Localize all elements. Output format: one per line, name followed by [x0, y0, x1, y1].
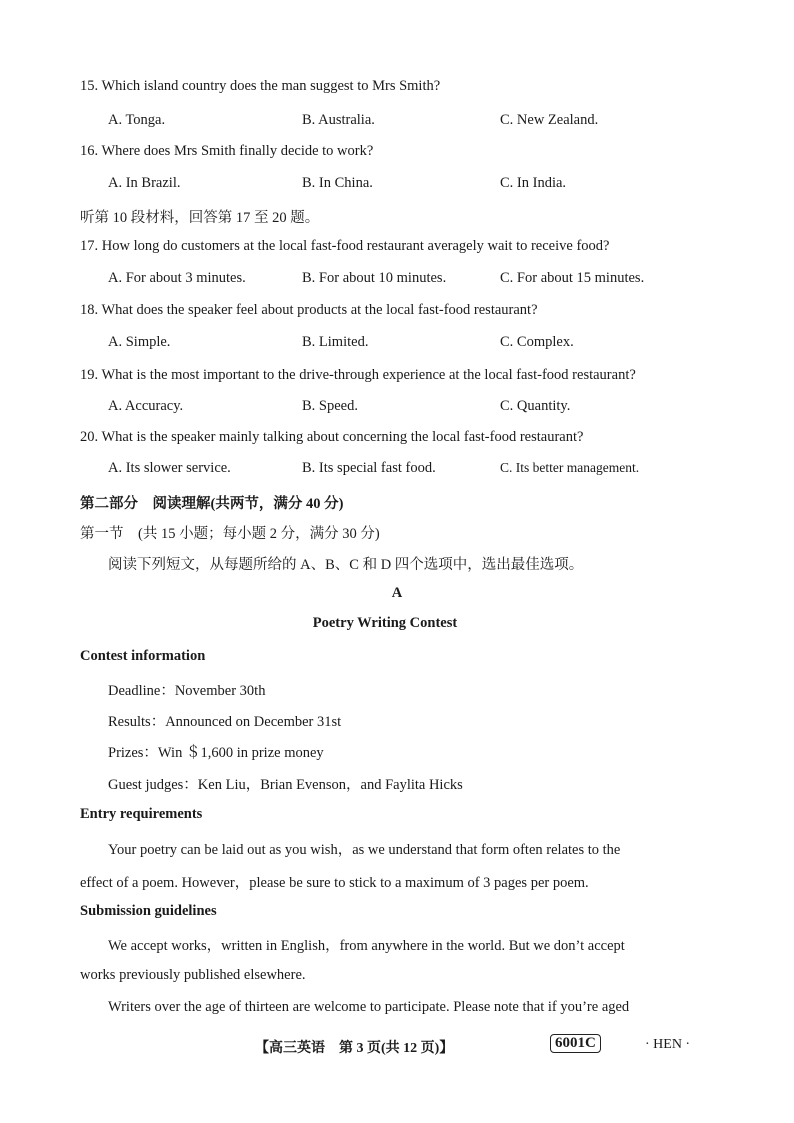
q15-option-c: C. New Zealand.: [500, 112, 599, 128]
question-19-stem: 19. What is the most important to the drive-through experience at the local fast-food restaurant?: [80, 367, 636, 383]
q19-option-c: C. Quantity.: [500, 398, 571, 414]
submission-paragraph-line-2: works previously published elsewhere.: [80, 967, 306, 983]
submission-guidelines-heading: Submission guidelines: [80, 903, 217, 919]
question-15-stem: 15. Which island country does the man suggest to Mrs Smith?: [80, 78, 441, 94]
q18-option-b: B. Limited.: [302, 334, 369, 350]
judges-line: Guest judges：Ken Liu，Brian Evenson，and Faylita Hicks: [108, 777, 463, 793]
instruction-text-10: 听第 10 段材料，回答第 17 至 20 题。: [80, 210, 320, 226]
q15-option-b: B. Australia.: [302, 112, 375, 128]
prizes-line: Prizes：Win ＄1,600 in prize money: [108, 745, 324, 761]
contest-info-heading: Contest information: [80, 648, 206, 664]
results-line: Results：Announced on December 31st: [108, 714, 342, 730]
region-code: · HEN ·: [645, 1037, 691, 1052]
question-20-stem: 20. What is the speaker mainly talking about concerning the local fast-food restaurant?: [80, 429, 584, 445]
q19-option-b: B. Speed.: [302, 398, 358, 414]
paper-code-badge: 6001C: [550, 1034, 601, 1053]
entry-requirements-heading: Entry requirements: [80, 806, 203, 822]
section-1-instruction: 阅读下列短文，从每题所给的 A、B、C 和 D 四个选项中，选出最佳选项。: [108, 557, 584, 573]
q20-option-b: B. Its special fast food.: [302, 460, 436, 476]
entry-paragraph-line-2: effect of a poem. However，please be sure to stick to a maximum of 3 pages per poem.: [80, 875, 589, 891]
deadline-line: Deadline：November 30th: [108, 683, 266, 699]
q18-option-c: C. Complex.: [500, 334, 574, 350]
q17-option-a: A. For about 3 minutes.: [108, 270, 246, 286]
entry-paragraph-line-1: Your poetry can be laid out as you wish，as we understand that form often relates to the: [108, 842, 621, 858]
q17-option-c: C. For about 15 minutes.: [500, 270, 645, 286]
part-2-heading: 第二部分 阅读理解(共两节，满分 40 分): [80, 496, 344, 512]
q19-option-a: A. Accuracy.: [108, 398, 184, 414]
q15-option-a: A. Tonga.: [108, 112, 166, 128]
submission-paragraph-line-3: Writers over the age of thirteen are welcome to participate. Please note that if you’re aged: [108, 999, 630, 1015]
q20-option-c: C. Its better management.: [500, 460, 640, 475]
passage-letter: A: [391, 585, 403, 601]
q16-option-a: A. In Brazil.: [108, 175, 181, 191]
question-16-stem: 16. Where does Mrs Smith finally decide to work?: [80, 143, 374, 159]
q16-option-c: C. In India.: [500, 175, 567, 191]
passage-title: Poetry Writing Contest: [312, 615, 458, 631]
q18-option-a: A. Simple.: [108, 334, 171, 350]
q17-option-b: B. For about 10 minutes.: [302, 270, 447, 286]
submission-paragraph-line-1: We accept works，written in English，from anywhere in the world. But we don’t accept: [108, 938, 625, 954]
question-18-stem: 18. What does the speaker feel about products at the local fast-food restaurant?: [80, 302, 538, 318]
q20-option-a: A. Its slower service.: [108, 460, 231, 476]
page-footer-label: 【高三英语 第 3 页(共 12 页)】: [255, 1041, 454, 1056]
section-1-heading: 第一节 (共 15 小题；每小题 2 分，满分 30 分): [80, 526, 380, 542]
q16-option-b: B. In China.: [302, 175, 373, 191]
question-17-stem: 17. How long do customers at the local fast-food restaurant averagely wait to receive food?: [80, 238, 610, 254]
